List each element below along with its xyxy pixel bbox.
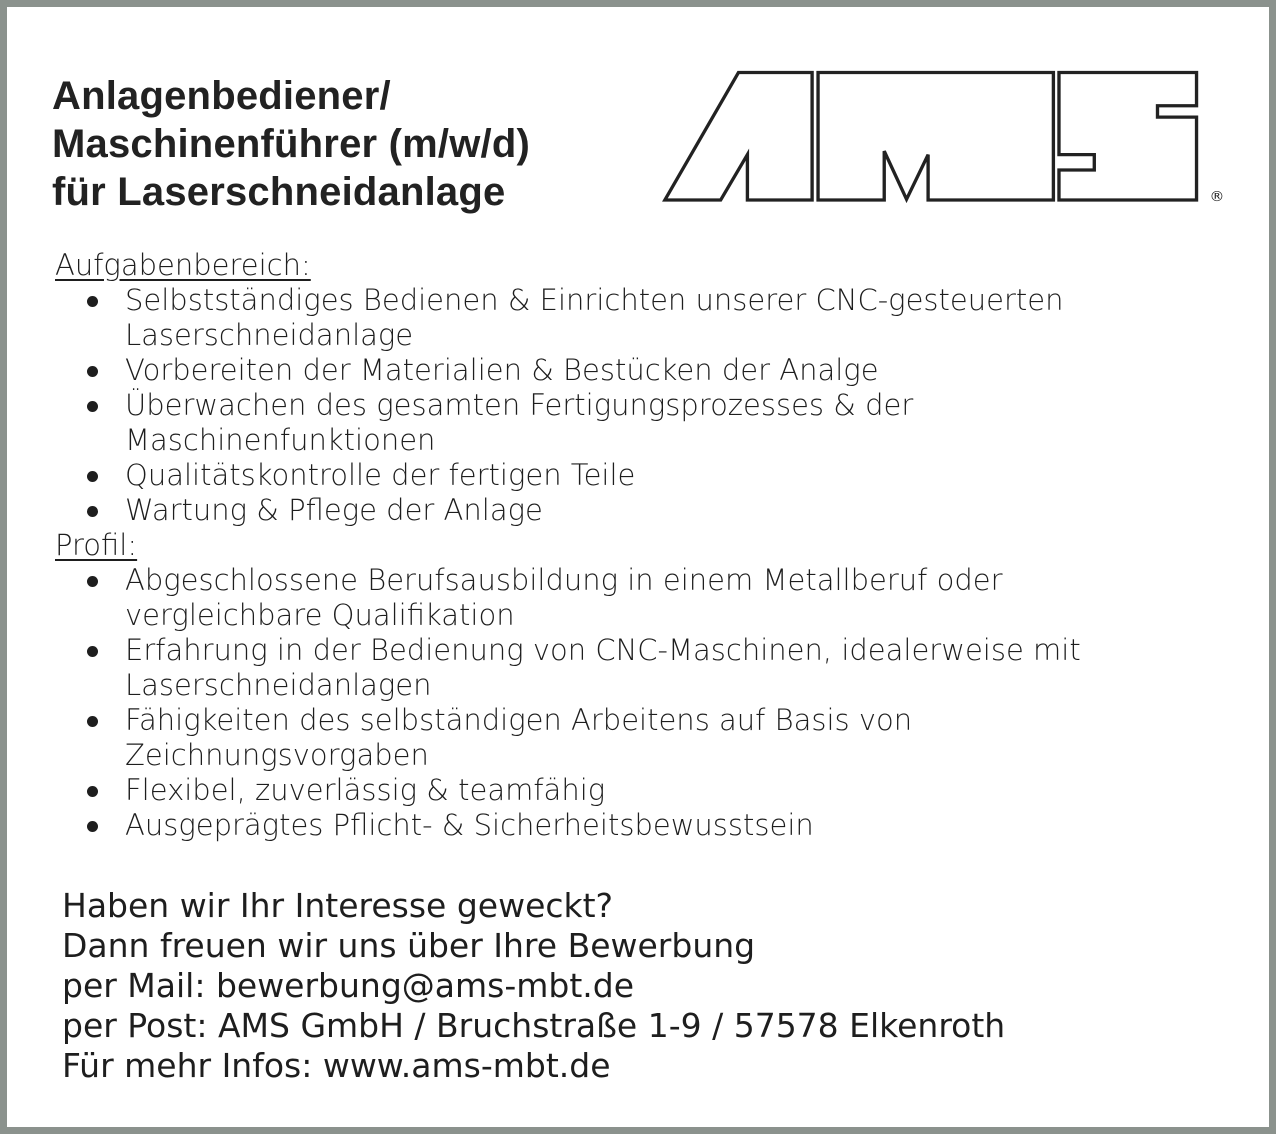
address-line: per Post: AMS GmbH / Bruchstraße 1-9 / 57578 Elkenroth <box>62 1006 1006 1045</box>
list-item: Vorbereiten der Materialien & Bestücken der Analge <box>125 353 1276 388</box>
list-item: Qualitätskontrolle der fertigen Teile <box>125 458 1276 493</box>
website-line: Für mehr Infos: www.ams-mbt.de <box>62 1046 611 1085</box>
list-item: Abgeschlossene Berufsausbildung in einem Metallberuf oder vergleichbare Qualifikation <box>125 563 1125 633</box>
job-details <box>55 248 1276 843</box>
list-item: Erfahrung in der Bedienung von CNC-Maschinen, idealerweise mit Laserschneidanlagen <box>125 633 1205 703</box>
list-item: Ausgeprägtes Pflicht- & Sicherheitsbewusstsein <box>125 808 1276 843</box>
title-line: Maschinenführer (m/w/d) <box>52 122 530 166</box>
contact-info <box>62 886 1005 1086</box>
section-heading: Aufgabenbereich: <box>55 248 311 282</box>
section-heading: Profil: <box>55 528 138 562</box>
footer-line: Dann freuen wir uns über Ihre Bewerbung <box>62 926 756 965</box>
footer-line: Haben wir Ihr Interesse geweckt? <box>62 886 614 925</box>
registered-mark: ® <box>1209 188 1225 205</box>
list-item: Wartung & Pflege der Anlage <box>125 493 1276 528</box>
title-line: Anlagenbediener/ <box>52 74 391 118</box>
list-item: Überwachen des gesamten Fertigungsprozesses & der Maschinenfunktionen <box>125 388 1025 458</box>
ams-logo <box>650 60 1230 210</box>
title-line: für Laserschneidanlage <box>52 170 506 214</box>
profile-list <box>55 563 1276 843</box>
list-item: Flexibel, zuverlässig & teamfähig <box>125 773 1276 808</box>
job-title <box>52 72 530 216</box>
task-list <box>55 283 1276 528</box>
list-item: Selbstständiges Bedienen & Einrichten unserer CNC-gesteuerten Laserschneidanlage <box>125 283 1276 353</box>
email-line: per Mail: bewerbung@ams-mbt.de <box>62 966 635 1005</box>
list-item: Fähigkeiten des selbständigen Arbeitens auf Basis von Zeichnungsvorgaben <box>125 703 1025 773</box>
